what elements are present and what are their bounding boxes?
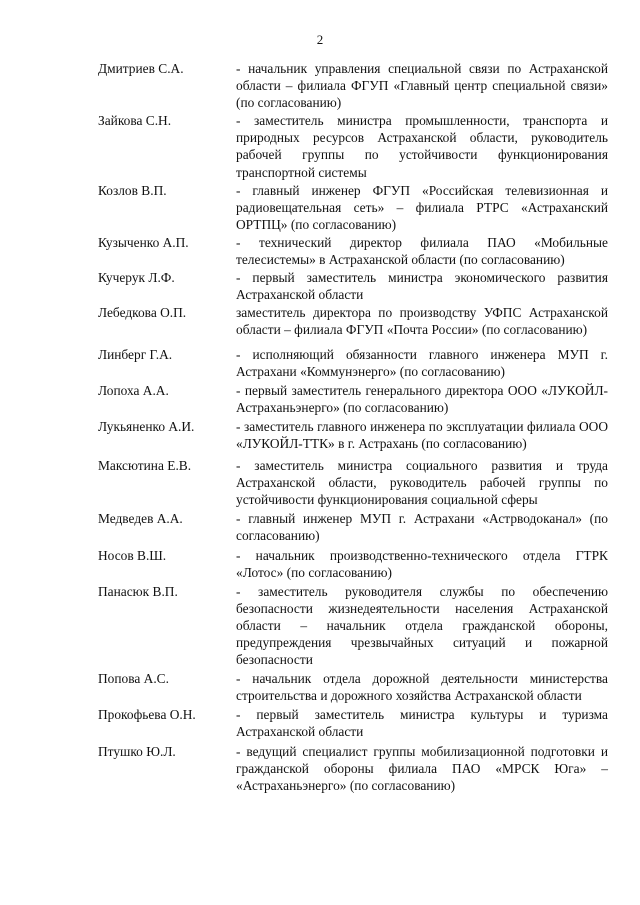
member-name: Козлов В.П. (98, 182, 167, 198)
member-name: Кучерук Л.Ф. (98, 270, 175, 286)
member-name: Лопоха А.А. (98, 382, 169, 398)
member-description: - начальник производственно-технического отдела ГТРК «Лотос» (по согласованию) (236, 547, 608, 580)
member-description: - технический директор филиала ПАО «Мобильные телесистемы» в Астраханской области (по согласованию) (236, 234, 608, 268)
member-name: Лебедкова О.П. (98, 305, 187, 321)
member-name: Лукьяненко А.И. (98, 418, 195, 434)
member-name: Попова А.С. (98, 671, 169, 687)
member-name: Прокофьева О.Н. (98, 707, 196, 723)
list-item (98, 112, 608, 180)
list-item (98, 457, 608, 508)
list-item (98, 346, 608, 380)
member-description: - первый заместитель министра экономического развития Астраханской области (236, 270, 608, 303)
member-name: Птушко Ю.Л. (98, 743, 176, 759)
list-item (98, 418, 608, 452)
member-description: - ведущий специалист группы мобилизационной подготовки и гражданской обороны филиала ПАО «МРСК Юга» – «Астраханьэнерго» (по согласованию) (236, 743, 608, 793)
list-item (98, 547, 608, 581)
list-item (98, 269, 608, 303)
member-description: - исполняющий обязанности главного инженера МУП г. Астрахани «Коммунэнерго» (по согласованию) (236, 346, 608, 379)
member-name: Максютина Е.В. (98, 458, 192, 474)
member-list (98, 60, 608, 794)
list-item (98, 304, 608, 338)
list-item (98, 182, 608, 233)
member-name: Линберг Г.А. (98, 346, 173, 362)
member-description: - заместитель министра социального развития и труда Астраханской области, руководитель рабочей группы по устойчивости функционирования социальной сферы (236, 458, 608, 508)
member-description: - первый заместитель министра культуры и туризма Астраханской области (236, 707, 608, 740)
list-item (98, 743, 608, 794)
member-name: Дмитриев С.А. (98, 61, 184, 76)
member-description: - первый заместитель генерального директора ООО «ЛУКОЙЛ-Астраханьэнерго» (по согласованию) (236, 382, 608, 415)
list-item (98, 60, 608, 111)
page-number: 2 (316, 32, 324, 47)
list-item (98, 382, 608, 416)
member-description: - заместитель руководителя службы по обеспечению безопасности жизнедеятельности населения Астраханской области – начальник отдела гражданской обороны, предупреждения чрезвычайных ситуаций и пожарной безопасности (236, 583, 608, 668)
member-description: - главный инженер ФГУП «Российская телевизионная и радиовещательная сеть» – филиала РТРС «Астраханский ОРТПЦ» (по согласованию) (236, 182, 608, 232)
list-item (98, 706, 608, 740)
member-description: заместитель директора по производству УФПС Астраханской области – филиала ФГУП «Почта России» (по согласованию) (236, 305, 608, 338)
member-description: - заместитель министра промышленности, транспорта и природных ресурсов Астраханской области, руководитель рабочей группы по устойчивости функционирования транспортной системы (236, 113, 608, 180)
member-name: Зайкова С.Н. (98, 113, 172, 129)
member-description: - начальник отдела дорожной деятельности министерства строительства и дорожного хозяйства Астраханской области (236, 671, 608, 704)
member-name: Панасюк В.П. (98, 583, 178, 599)
member-description: - заместитель главного инженера по эксплуатации филиала ООО «ЛУКОЙЛ-ТТК» в г. Астрахань (по согласованию) (236, 418, 608, 451)
member-description: - главный инженер МУП г. Астрахани «Астрводоканал» (по согласованию) (236, 511, 608, 544)
member-name: Кузыченко А.П. (98, 234, 189, 250)
list-item (98, 583, 608, 668)
list-item (98, 510, 608, 544)
member-name: Носов В.Ш. (98, 547, 167, 563)
list-item (98, 670, 608, 704)
member-description: - начальник управления специальной связи по Астраханской области – филиала ФГУП «Главный центр специальной связи» (по согласованию) (236, 61, 608, 111)
member-name: Медведев А.А. (98, 511, 183, 527)
list-item (98, 234, 608, 268)
